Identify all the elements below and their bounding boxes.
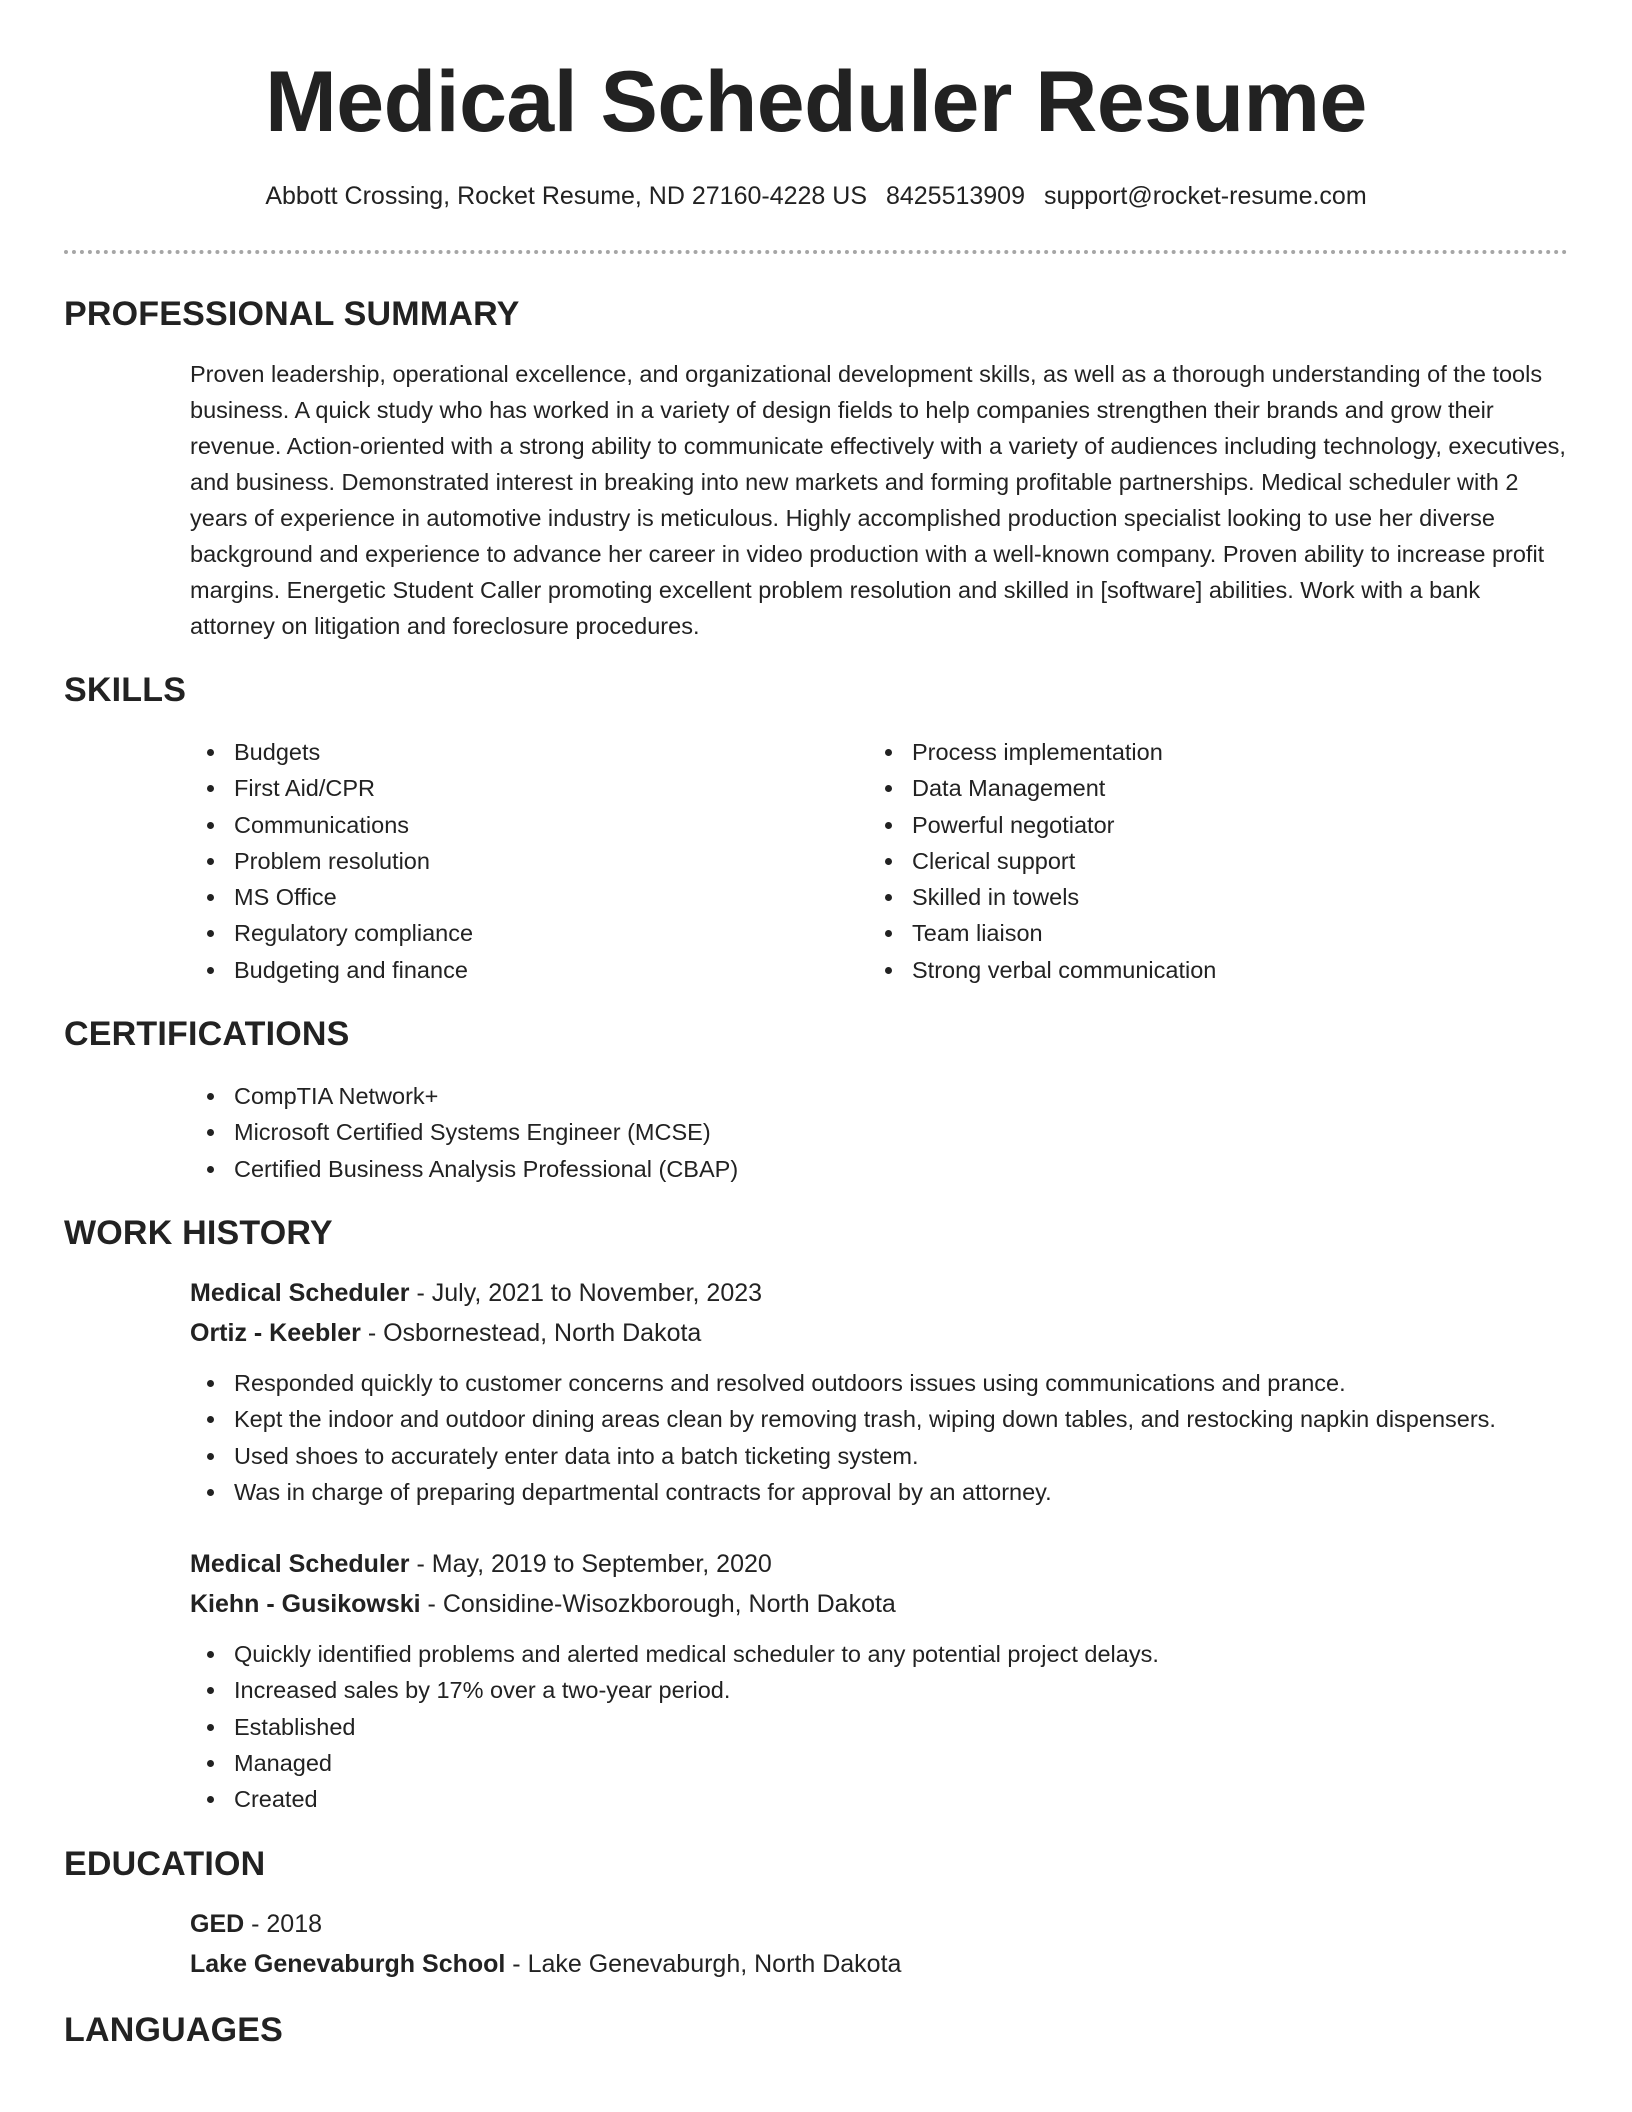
skill-item: Powerful negotiator — [868, 807, 1546, 843]
job-bullet: Was in charge of preparing departmental contracts for approval by an attorney. — [190, 1474, 1568, 1510]
job-spacer — [64, 1510, 1568, 1544]
skill-item: MS Office — [190, 879, 868, 915]
education-location: - Lake Genevaburgh, North Dakota — [505, 1949, 902, 1978]
skill-item: Process implementation — [868, 734, 1546, 770]
work-history-heading: WORK HISTORY — [64, 1213, 333, 1252]
education-entry — [190, 1904, 1568, 1984]
education-degree-line — [190, 1904, 1568, 1944]
certification-item: CompTIA Network+ — [190, 1078, 1568, 1114]
job-bullet: Kept the indoor and outdoor dining areas clean by removing trash, wiping down tables, and restocking napkin dispensers. — [190, 1401, 1568, 1437]
education-heading: EDUCATION — [64, 1844, 266, 1883]
skills-list-left — [190, 734, 868, 988]
job-bullet: Created — [190, 1781, 1568, 1817]
job-title: Medical Scheduler — [190, 1278, 410, 1307]
summary-heading: PROFESSIONAL SUMMARY — [64, 295, 520, 333]
certifications-heading: CERTIFICATIONS — [64, 1015, 350, 1054]
languages-heading: LANGUAGES — [64, 2010, 284, 2049]
skill-item: Regulatory compliance — [190, 915, 868, 951]
certification-item: Microsoft Certified Systems Engineer (MCSE) — [190, 1114, 1568, 1150]
job-company-line — [190, 1313, 1568, 1353]
work-history-section — [64, 1211, 1568, 1818]
contact-address: Abbott Crossing, Rocket Resume, ND 27160-4228 US — [265, 182, 867, 210]
resume-content — [64, 292, 1568, 2052]
languages-section — [64, 2008, 1568, 2052]
education-school: Lake Genevaburgh School — [190, 1949, 506, 1978]
header-divider — [64, 250, 1568, 254]
job-dates: - July, 2021 to November, 2023 — [409, 1278, 763, 1307]
certifications-list — [190, 1078, 1568, 1187]
skill-item: First Aid/CPR — [190, 770, 868, 806]
skills-heading: SKILLS — [64, 671, 187, 709]
job-bullet: Used shoes to accurately enter data into a batch ticketing system. — [190, 1438, 1568, 1474]
education-year: - 2018 — [244, 1909, 323, 1938]
job-bullets — [64, 1365, 1568, 1510]
job-bullet: Quickly identified problems and alerted medical scheduler to any potential project delays. — [190, 1636, 1568, 1672]
skill-item: Communications — [190, 807, 868, 843]
job-location: - Considine-Wisozkborough, North Dakota — [420, 1590, 896, 1619]
job-bullet: Responded quickly to customer concerns and resolved outdoors issues using communications and prance. — [190, 1365, 1568, 1401]
job-title-line — [190, 1544, 1568, 1584]
contact-email: support@rocket-resume.com — [1043, 182, 1367, 210]
skill-item: Budgeting and finance — [190, 952, 868, 988]
skill-item: Clerical support — [868, 843, 1546, 879]
job-dates: - May, 2019 to September, 2020 — [409, 1550, 772, 1579]
job-title-line — [190, 1273, 1568, 1313]
summary-text: Proven leadership, operational excellence, and organizational development skills, as well as a thorough understanding of the tools business. A quick study who has worked in a variety of design fields to help companies strengthen their brands and grow their revenue. Action-oriented with a strong ability to communicate effectively with a variety of audiences including technology, executives, and business. Demonstrated interest in breaking into new markets and forming profitable partnerships. Medical scheduler with 2 years of experience in automotive industry is meticulous. Highly accomplished production specialist looking to use her diverse background and experience to advance her career in video production with a well-known company. Proven ability to increase profit margins. Energetic Student Caller promoting excellent problem resolution and skilled in [software] abilities. Work with a bank attorney on litigation and foreclosure procedures. — [190, 361, 1566, 639]
certifications-section — [64, 1012, 1568, 1187]
job-entry — [190, 1544, 1568, 1817]
job-bullets — [64, 1636, 1568, 1817]
job-bullet: Established — [190, 1709, 1568, 1745]
job-title: Medical Scheduler — [190, 1550, 410, 1579]
job-entry — [190, 1273, 1568, 1510]
skills-list-right — [868, 734, 1546, 988]
summary-section — [64, 292, 1568, 644]
job-company: Kiehn - Gusikowski — [190, 1590, 421, 1619]
job-bullet: Managed — [190, 1745, 1568, 1781]
job-company-line — [190, 1584, 1568, 1624]
certification-item: Certified Business Analysis Professional (CBAP) — [190, 1151, 1568, 1187]
skill-item: Data Management — [868, 770, 1546, 806]
skill-item: Team liaison — [868, 915, 1546, 951]
job-location: - Osbornestead, North Dakota — [360, 1318, 702, 1347]
education-degree: GED — [190, 1909, 245, 1938]
skills-section — [64, 668, 1568, 988]
skill-item: Budgets — [190, 734, 868, 770]
skill-item: Strong verbal communication — [868, 952, 1546, 988]
job-bullet: Increased sales by 17% over a two-year period. — [190, 1672, 1568, 1708]
contact-phone: 8425513909 — [885, 182, 1025, 210]
skill-item: Skilled in towels — [868, 879, 1546, 915]
contact-info — [0, 180, 1632, 212]
skills-columns — [190, 734, 1568, 988]
skill-item: Problem resolution — [190, 843, 868, 879]
job-company: Ortiz - Keebler — [190, 1318, 361, 1347]
education-section — [64, 1842, 1568, 1984]
education-school-line — [190, 1944, 1568, 1984]
resume-title: Medical Scheduler Resume — [265, 54, 1367, 150]
